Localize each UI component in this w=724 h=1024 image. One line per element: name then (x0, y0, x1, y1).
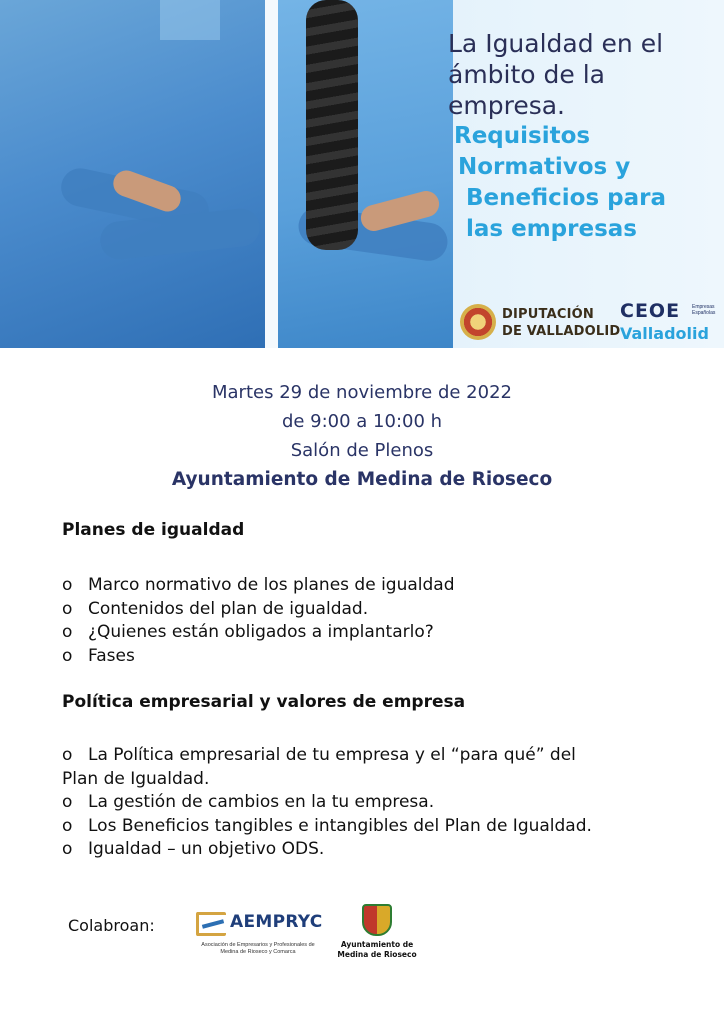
list-item: o Contenidos del plan de igualdad. (62, 598, 369, 619)
aempryc-name: AEMPRYC (230, 912, 323, 932)
hero-heading (448, 28, 718, 245)
title-line: La Igualdad en el (448, 29, 664, 58)
section-list (62, 574, 682, 668)
footer (0, 900, 724, 980)
photo-man-arms-crossed (0, 0, 265, 348)
list-item: o La Política empresarial de tu empresa y el “para qué” del (62, 745, 576, 765)
ceoe-word: CEOE (620, 300, 681, 322)
ceoe-logo (620, 300, 720, 343)
hero-banner (0, 0, 724, 348)
agenda (62, 518, 682, 862)
ayuntamiento-logo: Ayuntamiento de Medina de Rioseco (334, 904, 420, 960)
photo-woman-arms-crossed (278, 0, 453, 348)
list-item: o Los Beneficios tangibles e intangibles del Plan de Igualdad. (62, 815, 592, 836)
coat-of-arms-icon (362, 904, 392, 936)
section-heading: Política empresarial y valores de empresa (62, 692, 466, 712)
list-item: o Marco normativo de los planes de igualdad (62, 575, 455, 595)
title-line: ámbito de la (448, 60, 605, 89)
subtitle-line: las empresas (466, 216, 637, 242)
diputacion-seal-icon (460, 304, 496, 340)
sponsor-logos (460, 298, 720, 346)
list-item-continuation: Plan de Igualdad. (62, 768, 210, 789)
subtitle-line: Normativos y (458, 154, 631, 180)
event-time: de 9:00 a 10:00 h (281, 411, 443, 432)
list-item: o La gestión de cambios en la tu empresa. (62, 792, 435, 812)
ceoe-tagline: Empresas Españolas (692, 304, 716, 316)
title-line: empresa. (448, 91, 566, 120)
section-list (62, 744, 682, 862)
list-item: o Fases (62, 645, 135, 666)
section-heading: Planes de igualdad (62, 520, 245, 540)
aempryc-description: Asociación de Empresarios y Profesionales de Medina de Rioseco y Comarca (201, 942, 315, 955)
subtitle-line: Beneficios para (466, 185, 667, 211)
diputacion-logo: DIPUTACIÓN DE VALLADOLID (502, 307, 621, 339)
event-venue: Ayuntamiento de Medina de Rioseco (171, 469, 553, 490)
event-date: Martes 29 de noviembre de 2022 (212, 382, 512, 403)
list-item: o ¿Quienes están obligados a implantarlo? (62, 622, 434, 642)
event-info (0, 378, 724, 494)
collaborators-label: Colabroan: (68, 916, 155, 935)
list-item: o Igualdad – un objetivo ODS. (62, 839, 325, 859)
photo-divider (265, 0, 278, 348)
collar-shape (160, 0, 220, 40)
braid-shape (306, 0, 358, 250)
ceoe-city: Valladolid (620, 324, 709, 343)
event-room: Salón de Plenos (290, 440, 434, 461)
subtitle-line: Requisitos (454, 123, 591, 149)
